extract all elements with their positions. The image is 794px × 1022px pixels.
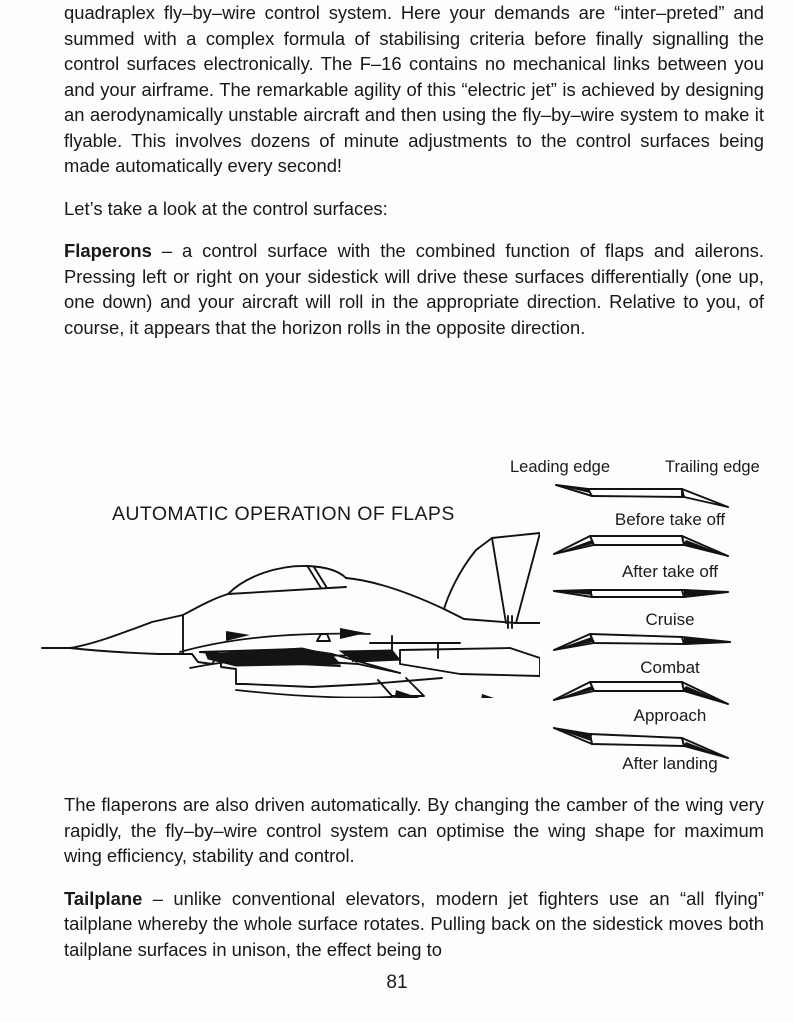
text-column: [64, 0, 764, 357]
text-column-lower: [64, 792, 764, 979]
paragraph-tailplane: [64, 886, 764, 963]
paragraph-flaperons-body: – a control surface with the combined function of flaps and ailerons. Pressing left or right on your sidestick will drive these surfaces differentially (one up, one down) and your aircraft will roll in the appropriate direction. Relative to you, of course, it appears that the horizon rolls in the opposite direction.: [64, 240, 764, 338]
label-trailing-edge: Trailing edge: [665, 458, 760, 476]
figure-automatic-operation-of-flaps: [40, 448, 770, 778]
term-tailplane: Tailplane: [64, 887, 143, 909]
term-flaperons: Flaperons: [64, 240, 152, 261]
paragraph-flaperons-auto: The flaperons are also driven automatically. By changing the camber of the wing very rapidly, the fly–by–wire control system can optimise the wing shape for maximum wing efficiency, stability and control.: [64, 794, 764, 866]
paragraph-tailplane-body: – unlike conventional elevators, modern jet fighters use an “all flying” tailplane whereby the whole surface rotates. Pulling back on the sidestick moves both tailplane surfaces in unison, the effect being to: [64, 887, 764, 960]
label-approach: Approach: [633, 706, 707, 725]
label-cruise: Cruise: [645, 610, 695, 629]
label-before-take-off: Before take off: [614, 510, 726, 529]
label-combat: Combat: [640, 658, 700, 677]
page-number: 81: [386, 972, 408, 993]
paragraph-lead-in: Let’s take a look at the control surfaces:: [64, 197, 388, 219]
f16-aircraft-drawing: [40, 468, 540, 698]
label-after-take-off: After take off: [621, 562, 719, 581]
paragraph-intro: quadraplex fly–by–wire control system. Here your demands are “inter–preted” and summed with a complex formula of stabilising criteria before finally signalling the control surfaces electronically. The F–16 contains no mechanical links between you and your airframe. The remarkable agility of this “electric jet” is achieved by designing an aerodynamically unstable aircraft and then using the fly–by–wire system to make it flyable. This involves dozens of minute adjustments to the control surfaces being made automatically every second!: [64, 2, 764, 176]
label-leading-edge: Leading edge: [510, 458, 611, 476]
label-after-landing: After landing: [622, 754, 718, 773]
figure-title: AUTOMATIC OPERATION OF FLAPS: [112, 503, 455, 525]
paragraph-flaperons: [64, 238, 764, 340]
